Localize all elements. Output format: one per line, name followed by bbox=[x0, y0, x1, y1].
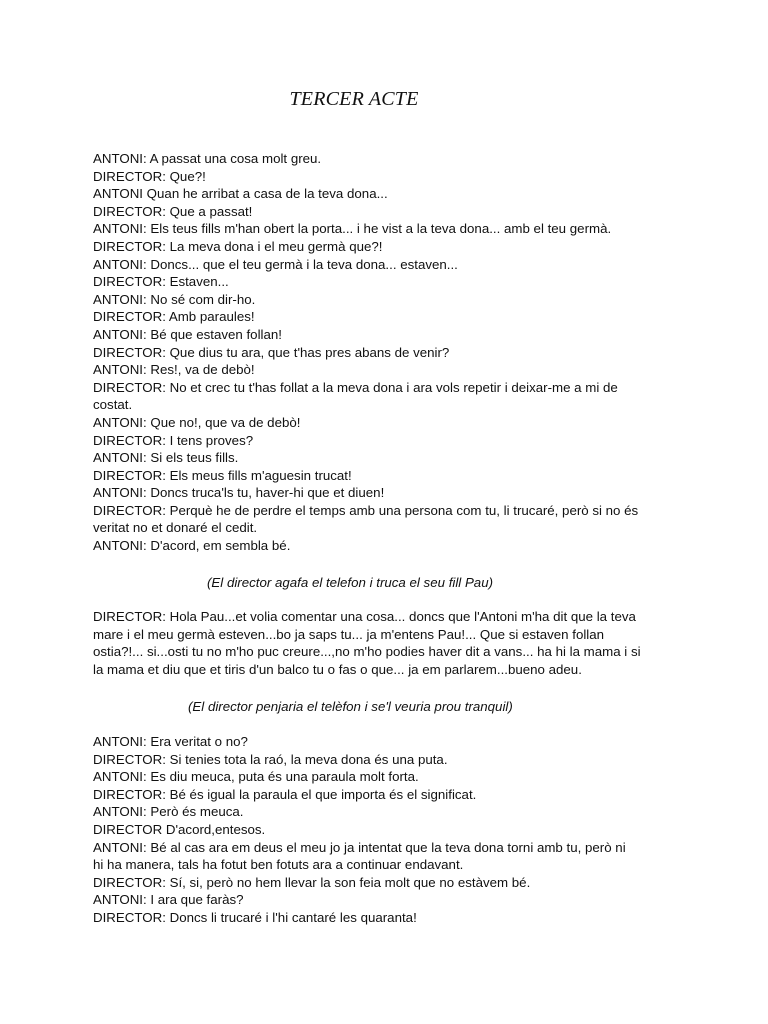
dialogue-line: DIRECTOR: Perquè he de perdre el temps amb una persona com tu, li trucaré, però si no és bbox=[93, 502, 639, 518]
dialogue-line: hi ha manera, tals ha fotut ben fotuts ara a continuar endavant. bbox=[93, 857, 464, 873]
stage-direction-1: (El director agafa el telefon i truca el seu fill Pau) bbox=[207, 575, 494, 590]
dialogue-line: ANTONI: No sé com dir-ho. bbox=[93, 291, 256, 307]
dialogue-line: DIRECTOR: Doncs li trucaré i l'hi cantaré les quaranta! bbox=[93, 909, 417, 925]
act-title: TERCER ACTE bbox=[289, 88, 419, 110]
dialogue-line: DIRECTOR: Estaven... bbox=[93, 274, 229, 290]
dialogue-line: DIRECTOR: Els meus fills m'aguesin trucat! bbox=[93, 467, 352, 483]
dialogue-block-3 bbox=[93, 733, 683, 927]
dialogue-block-2 bbox=[93, 608, 683, 678]
dialogue-line: ANTONI: Doncs truca'ls tu, haver-hi que et diuen! bbox=[93, 485, 385, 501]
dialogue-line: ANTONI: D'acord, em sembla bé. bbox=[93, 538, 291, 554]
dialogue-line: DIRECTOR: Bé és igual la paraula el que importa és el significat. bbox=[93, 786, 477, 802]
dialogue-line: ANTONI: Si els teus fills. bbox=[93, 450, 239, 466]
dialogue-line: la mama et diu que et tiris d'un balco tu o fas o que... ja em parlarem...bueno adeu. bbox=[93, 661, 582, 677]
dialogue-line: ANTONI: Que no!, que va de debò! bbox=[93, 414, 301, 430]
dialogue-line: ANTONI: Bé que estaven follan! bbox=[93, 326, 282, 342]
dialogue-line: DIRECTOR D'acord,entesos. bbox=[93, 821, 266, 837]
stage-direction-2: (El director penjaria el telèfon i se'l veuria prou tranquil) bbox=[188, 699, 513, 714]
dialogue-line: ostia?!... si...osti tu no m'ho puc creure...,no m'ho podies haver dit a vans... ha hi la mama i si bbox=[93, 644, 641, 660]
dialogue-line: ANTONI: Però és meuca. bbox=[93, 804, 244, 820]
dialogue-line: DIRECTOR: Que?! bbox=[93, 168, 206, 184]
dialogue-line: costat. bbox=[93, 397, 133, 413]
dialogue-line: DIRECTOR: Hola Pau...et volia comentar una cosa... doncs que l'Antoni m'ha dit que la teva bbox=[93, 609, 636, 624]
dialogue-line: ANTONI: Era veritat o no? bbox=[93, 734, 248, 749]
dialogue-line: ANTONI: Bé al cas ara em deus el meu jo ja intentat que la teva dona torni amb tu, però ni bbox=[93, 839, 626, 855]
dialogue-line: DIRECTOR: Que a passat! bbox=[93, 203, 253, 219]
dialogue-line: ANTONI: Es diu meuca, puta és una paraula molt forta. bbox=[93, 769, 419, 785]
dialogue-line: DIRECTOR: Si tenies tota la raó, la meva dona és una puta. bbox=[93, 751, 448, 767]
dialogue-line: DIRECTOR: I tens proves? bbox=[93, 432, 254, 448]
dialogue-line: DIRECTOR: Sí, si, però no hem llevar la son feia molt que no estàvem bé. bbox=[93, 874, 531, 890]
dialogue-line: DIRECTOR: Amb paraules! bbox=[93, 309, 255, 325]
dialogue-line: ANTONI: I ara que faràs? bbox=[93, 892, 244, 908]
dialogue-line: DIRECTOR: No et crec tu t'has follat a la meva dona i ara vols repetir i deixar-me a mi de bbox=[93, 379, 618, 395]
dialogue-line: ANTONI: Els teus fills m'han obert la porta... i he vist a la teva dona... amb el teu germà. bbox=[93, 221, 612, 237]
dialogue-line: ANTONI Quan he arribat a casa de la teva dona... bbox=[93, 186, 388, 202]
dialogue-line: veritat no et donaré el cedit. bbox=[93, 520, 258, 536]
dialogue-block-1 bbox=[93, 150, 683, 555]
dialogue-line: ANTONI: Doncs... que el teu germà i la teva dona... estaven... bbox=[93, 256, 458, 272]
dialogue-line: DIRECTOR: La meva dona i el meu germà que?! bbox=[93, 238, 383, 254]
dialogue-line: mare i el meu germà esteven...bo ja saps tu... ja m'entens Pau!... Que si estaven follan bbox=[93, 626, 605, 642]
dialogue-line: ANTONI: Res!, va de debò! bbox=[93, 362, 255, 378]
dialogue-line: DIRECTOR: Que dius tu ara, que t'has pres abans de venir? bbox=[93, 344, 450, 360]
dialogue-line: ANTONI: A passat una cosa molt greu. bbox=[93, 151, 322, 166]
